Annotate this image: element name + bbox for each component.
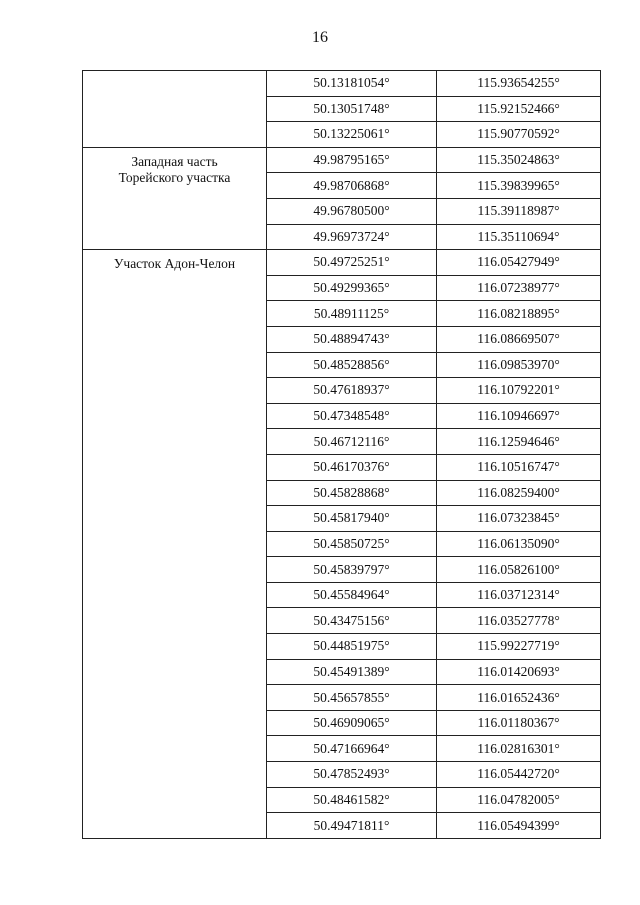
longitude-cell: 115.93654255°	[437, 71, 601, 97]
longitude-cell: 116.04782005°	[437, 787, 601, 813]
longitude-cell: 116.01180367°	[437, 710, 601, 736]
longitude-cell: 115.39118987°	[437, 198, 601, 224]
longitude-cell: 116.10516747°	[437, 454, 601, 480]
longitude-cell: 116.08259400°	[437, 480, 601, 506]
table-row	[83, 147, 601, 173]
latitude-cell: 49.98795165°	[267, 147, 437, 173]
region-name-line: Участок Адон-Челон	[113, 256, 236, 272]
longitude-cell: 115.92152466°	[437, 96, 601, 122]
page-number: 16	[312, 29, 328, 46]
latitude-cell: 50.45657855°	[267, 685, 437, 711]
longitude-cell: 116.03712314°	[437, 582, 601, 608]
latitude-cell: 50.45828868°	[267, 480, 437, 506]
longitude-cell: 116.08218895°	[437, 301, 601, 327]
region-cell	[83, 147, 267, 249]
longitude-cell: 116.07323845°	[437, 506, 601, 532]
latitude-cell: 50.45817940°	[267, 506, 437, 532]
latitude-cell: 49.96973724°	[267, 224, 437, 250]
latitude-cell: 50.43475156°	[267, 608, 437, 634]
longitude-cell: 116.07238977°	[437, 275, 601, 301]
longitude-cell: 115.90770592°	[437, 122, 601, 148]
longitude-cell: 115.39839965°	[437, 173, 601, 199]
longitude-cell: 115.99227719°	[437, 634, 601, 660]
longitude-cell: 116.05442720°	[437, 762, 601, 788]
longitude-cell: 116.12594646°	[437, 429, 601, 455]
latitude-cell: 50.45491389°	[267, 659, 437, 685]
latitude-cell: 50.48528856°	[267, 352, 437, 378]
latitude-cell: 50.49725251°	[267, 250, 437, 276]
longitude-cell: 116.09853970°	[437, 352, 601, 378]
longitude-cell: 116.03527778°	[437, 608, 601, 634]
longitude-cell: 116.05826100°	[437, 557, 601, 583]
latitude-cell: 50.49471811°	[267, 813, 437, 839]
latitude-cell: 50.48461582°	[267, 787, 437, 813]
latitude-cell: 50.48911125°	[267, 301, 437, 327]
latitude-cell: 50.47618937°	[267, 378, 437, 404]
coordinates-table-body	[83, 71, 601, 839]
latitude-cell: 50.13225061°	[267, 122, 437, 148]
longitude-cell: 116.01652436°	[437, 685, 601, 711]
longitude-cell: 116.10792201°	[437, 378, 601, 404]
latitude-cell: 50.48894743°	[267, 326, 437, 352]
region-name-line: Западная часть	[131, 153, 218, 169]
latitude-cell: 49.96780500°	[267, 198, 437, 224]
longitude-cell: 115.35024863°	[437, 147, 601, 173]
latitude-cell: 50.47166964°	[267, 736, 437, 762]
longitude-cell: 116.08669507°	[437, 326, 601, 352]
latitude-cell: 50.45584964°	[267, 582, 437, 608]
latitude-cell: 50.13051748°	[267, 96, 437, 122]
latitude-cell: 50.45850725°	[267, 531, 437, 557]
latitude-cell: 50.46712116°	[267, 429, 437, 455]
latitude-cell: 50.47852493°	[267, 762, 437, 788]
latitude-cell: 49.98706868°	[267, 173, 437, 199]
longitude-cell: 116.05427949°	[437, 250, 601, 276]
longitude-cell: 116.06135090°	[437, 531, 601, 557]
longitude-cell: 116.05494399°	[437, 813, 601, 839]
longitude-cell: 116.01420693°	[437, 659, 601, 685]
region-cell	[83, 250, 267, 839]
region-cell	[83, 71, 267, 148]
latitude-cell: 50.46909065°	[267, 710, 437, 736]
coordinates-table	[82, 70, 601, 839]
latitude-cell: 50.46170376°	[267, 454, 437, 480]
latitude-cell: 50.47348548°	[267, 403, 437, 429]
latitude-cell: 50.45839797°	[267, 557, 437, 583]
latitude-cell: 50.49299365°	[267, 275, 437, 301]
table-row	[83, 71, 601, 97]
longitude-cell: 116.10946697°	[437, 403, 601, 429]
table-row	[83, 250, 601, 276]
latitude-cell: 50.13181054°	[267, 71, 437, 97]
longitude-cell: 116.02816301°	[437, 736, 601, 762]
latitude-cell: 50.44851975°	[267, 634, 437, 660]
region-name-line: Торейского участка	[118, 169, 231, 185]
longitude-cell: 115.35110694°	[437, 224, 601, 250]
